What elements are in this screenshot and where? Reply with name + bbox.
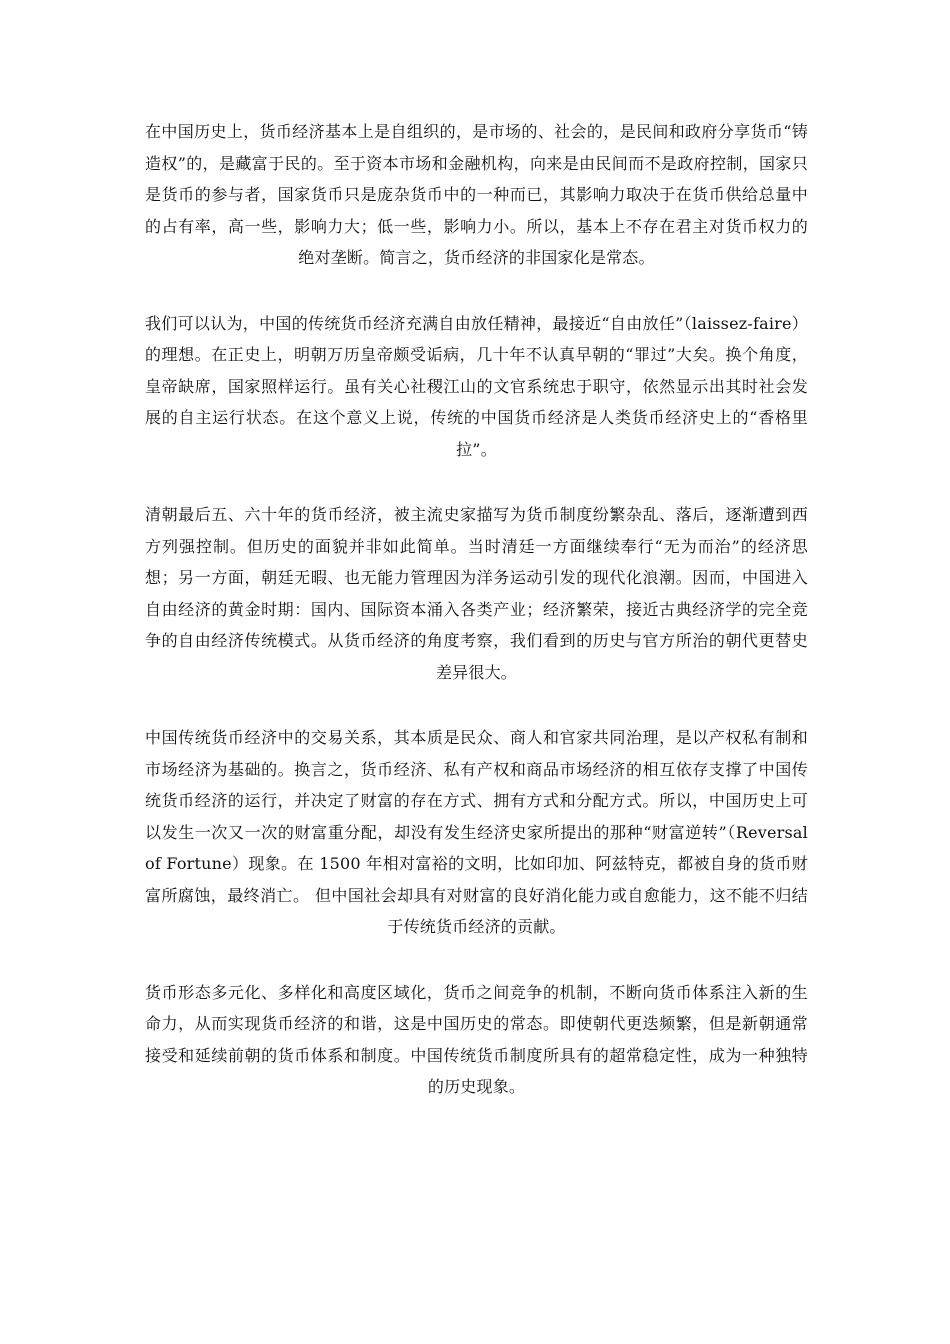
paragraph-3: 清朝最后五、六十年的货币经济，被主流史家描写为货币制度纷繁杂乱、落后，逐渐遭到西方列强控制。但历史的面貌并非如此简单。当时清廷一方面继续奉行“无为而治”的经济思想；另一方面，朝廷无暇、也无能力管理因为洋务运动引发的现代化浪潮。因而，中国进入自由经济的黄金时期：国内、国际资本涌入各类产业；经济繁荣，接近古典经济学的完全竞争的自由经济传统模式。从货币经济的角度考察，我们看到的历史与官方所治的朝代更替史差异很大。: [145, 505, 808, 682]
paragraph-1: 在中国历史上，货币经济基本上是自组织的，是市场的、社会的，是民间和政府分享货币“铸造权”的，是藏富于民的。至于资本市场和金融机构，向来是由民间而不是政府控制，国家只是货币的参与者，国家货币只是庞杂货币中的一种而已，其影响力取决于在货币供给总量中的占有率，高一些，影响力大；低一些，影响力小。所以，基本上不存在君主对货币权力的绝对垄断。简言之，货币经济的非国家化是常态。: [145, 122, 808, 267]
paragraph-4: 中国传统货币经济中的交易关系，其本质是民众、商人和官家共同治理，是以产权私有制和市场经济为基础的。换言之，货币经济、私有产权和商品市场经济的相互依存支撑了中国传统货币经济的运行，并决定了财富的存在方式、拥有方式和分配方式。所以，中国历史上可以发生一次又一次的财富重分配，却没有发生经济史家所提出的那种“财富逆转”（Reversal of Fortune）现象。在 1500 年相对富裕的文明，比如印加、阿兹特克，都被自身的货币财富所腐蚀，最终消亡。 但中国社会却具有对财富的良好消化能力或自愈能力，这不能不归结于传统货币经济的贡献。: [145, 728, 808, 936]
document-body: [145, 116, 808, 1137]
paragraph-5: 货币形态多元化、多样化和高度区域化，货币之间竞争的机制，不断向货币体系注入新的生命力，从而实现货币经济的和谐，这是中国历史的常态。即使朝代更迭频繁，但是新朝通常接受和延续前朝的货币体系和制度。中国传统货币制度所具有的超常稳定性，成为一种独特的历史现象。: [145, 982, 808, 1096]
paragraph-2: 我们可以认为，中国的传统货币经济充满自由放任精神，最接近“自由放任”（laissez-faire）的理想。在正史上，明朝万历皇帝颇受诟病，几十年不认真早朝的“罪过”大矣。换个角度，皇帝缺席，国家照样运行。虽有关心社稷江山的文官系统忠于职守，依然显示出其时社会发展的自主运行状态。在这个意义上说，传统的中国货币经济是人类货币经济史上的“香格里拉”。: [145, 313, 808, 459]
